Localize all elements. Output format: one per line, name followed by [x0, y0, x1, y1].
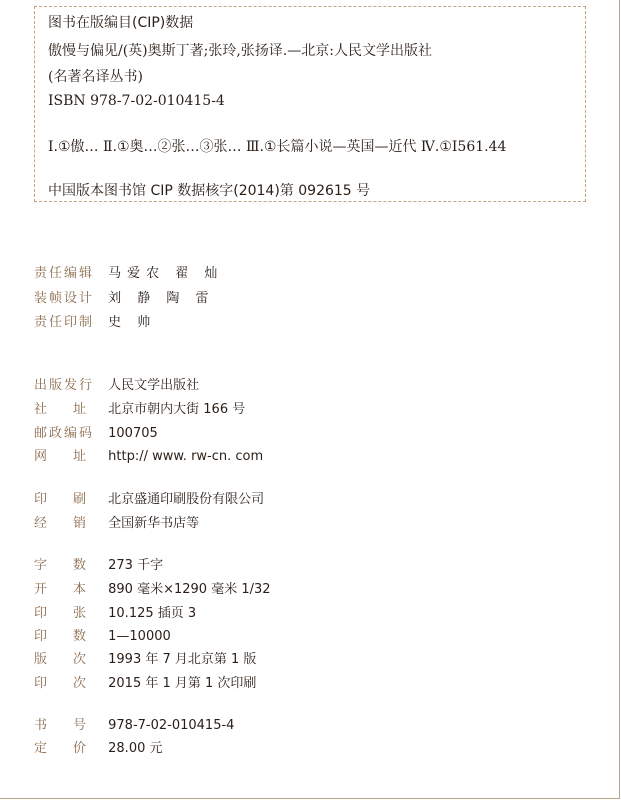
publisher-row [34, 379, 199, 392]
word-count-value: 273 千字 [108, 558, 164, 573]
publisher-value: 人民文学出版社 [108, 378, 200, 393]
cip-heading: 图书在版编目(CIP)数据 [48, 15, 194, 31]
format-row [34, 583, 271, 596]
address-row [34, 403, 245, 416]
cip-series-line: (名著名译丛书) [48, 69, 143, 85]
cip-classification-line: Ⅰ.①傲… Ⅱ.①奥…②张…③张… Ⅲ.①长篇小说—英国—近代 Ⅳ.①I561.44 [48, 139, 507, 155]
printer-row [34, 493, 264, 506]
distributor-label: 经销 [34, 516, 113, 531]
printer-label: 印刷 [34, 492, 113, 507]
print-run-row [34, 630, 171, 643]
postcode-value: 100705 [108, 426, 158, 441]
credit-value: 马爱农 翟 灿 [108, 266, 224, 281]
postcode-row [34, 427, 158, 440]
price-value: 28.00 元 [108, 741, 163, 756]
cip-isbn-line: ISBN 978-7-02-010415-4 [48, 93, 225, 109]
printer-value: 北京盛通印刷股份有限公司 [108, 492, 265, 507]
format-value: 890 毫米×1290 毫米 1/32 [108, 582, 271, 597]
edition-row [34, 653, 256, 666]
distributor-row [34, 517, 199, 530]
price-label: 定价 [34, 741, 113, 756]
edition-label: 版次 [34, 652, 113, 667]
isbn-value: 978-7-02-010415-4 [108, 718, 235, 733]
credit-label: 责任印制 [34, 315, 95, 330]
credit-value: 史 帅 [108, 315, 157, 330]
distributor-value: 全国新华书店等 [108, 516, 200, 531]
credit-row-printing [34, 316, 156, 329]
address-label: 社址 [34, 402, 113, 417]
print-run-label: 印数 [34, 629, 113, 644]
word-count-row [34, 559, 163, 572]
sheets-label: 印张 [34, 606, 113, 621]
format-label: 开本 [34, 582, 113, 597]
impression-value: 2015 年 1 月第 1 次印刷 [108, 676, 257, 691]
credit-row-editor [34, 267, 223, 280]
sheets-row [34, 607, 196, 620]
price-row [34, 742, 163, 755]
cip-title-line: 傲慢与偏见/(英)奥斯丁著;张玲,张扬译.—北京:人民文学出版社 [48, 43, 432, 59]
edition-value: 1993 年 7 月北京第 1 版 [108, 652, 257, 667]
word-count-label: 字数 [34, 558, 113, 573]
credit-label: 责任编辑 [34, 266, 95, 281]
impression-row [34, 677, 256, 690]
credit-row-design [34, 292, 215, 305]
website-value: http:// www. rw-cn. com [108, 449, 264, 464]
isbn-label: 书号 [34, 718, 113, 733]
website-row [34, 450, 263, 463]
credit-value: 刘 静 陶 雷 [108, 291, 215, 306]
credit-label: 装帧设计 [34, 291, 95, 306]
cip-record-number: 中国版本图书馆 CIP 数据核字(2014)第 092615 号 [48, 183, 371, 199]
publisher-label: 出版发行 [34, 378, 95, 393]
website-label: 网址 [34, 449, 113, 464]
print-run-value: 1—10000 [108, 629, 171, 644]
postcode-label: 邮政编码 [34, 426, 95, 441]
impression-label: 印次 [34, 676, 113, 691]
address-value: 北京市朝内大街 166 号 [108, 402, 246, 417]
isbn-row [34, 719, 234, 732]
sheets-value: 10.125 插页 3 [108, 606, 197, 621]
